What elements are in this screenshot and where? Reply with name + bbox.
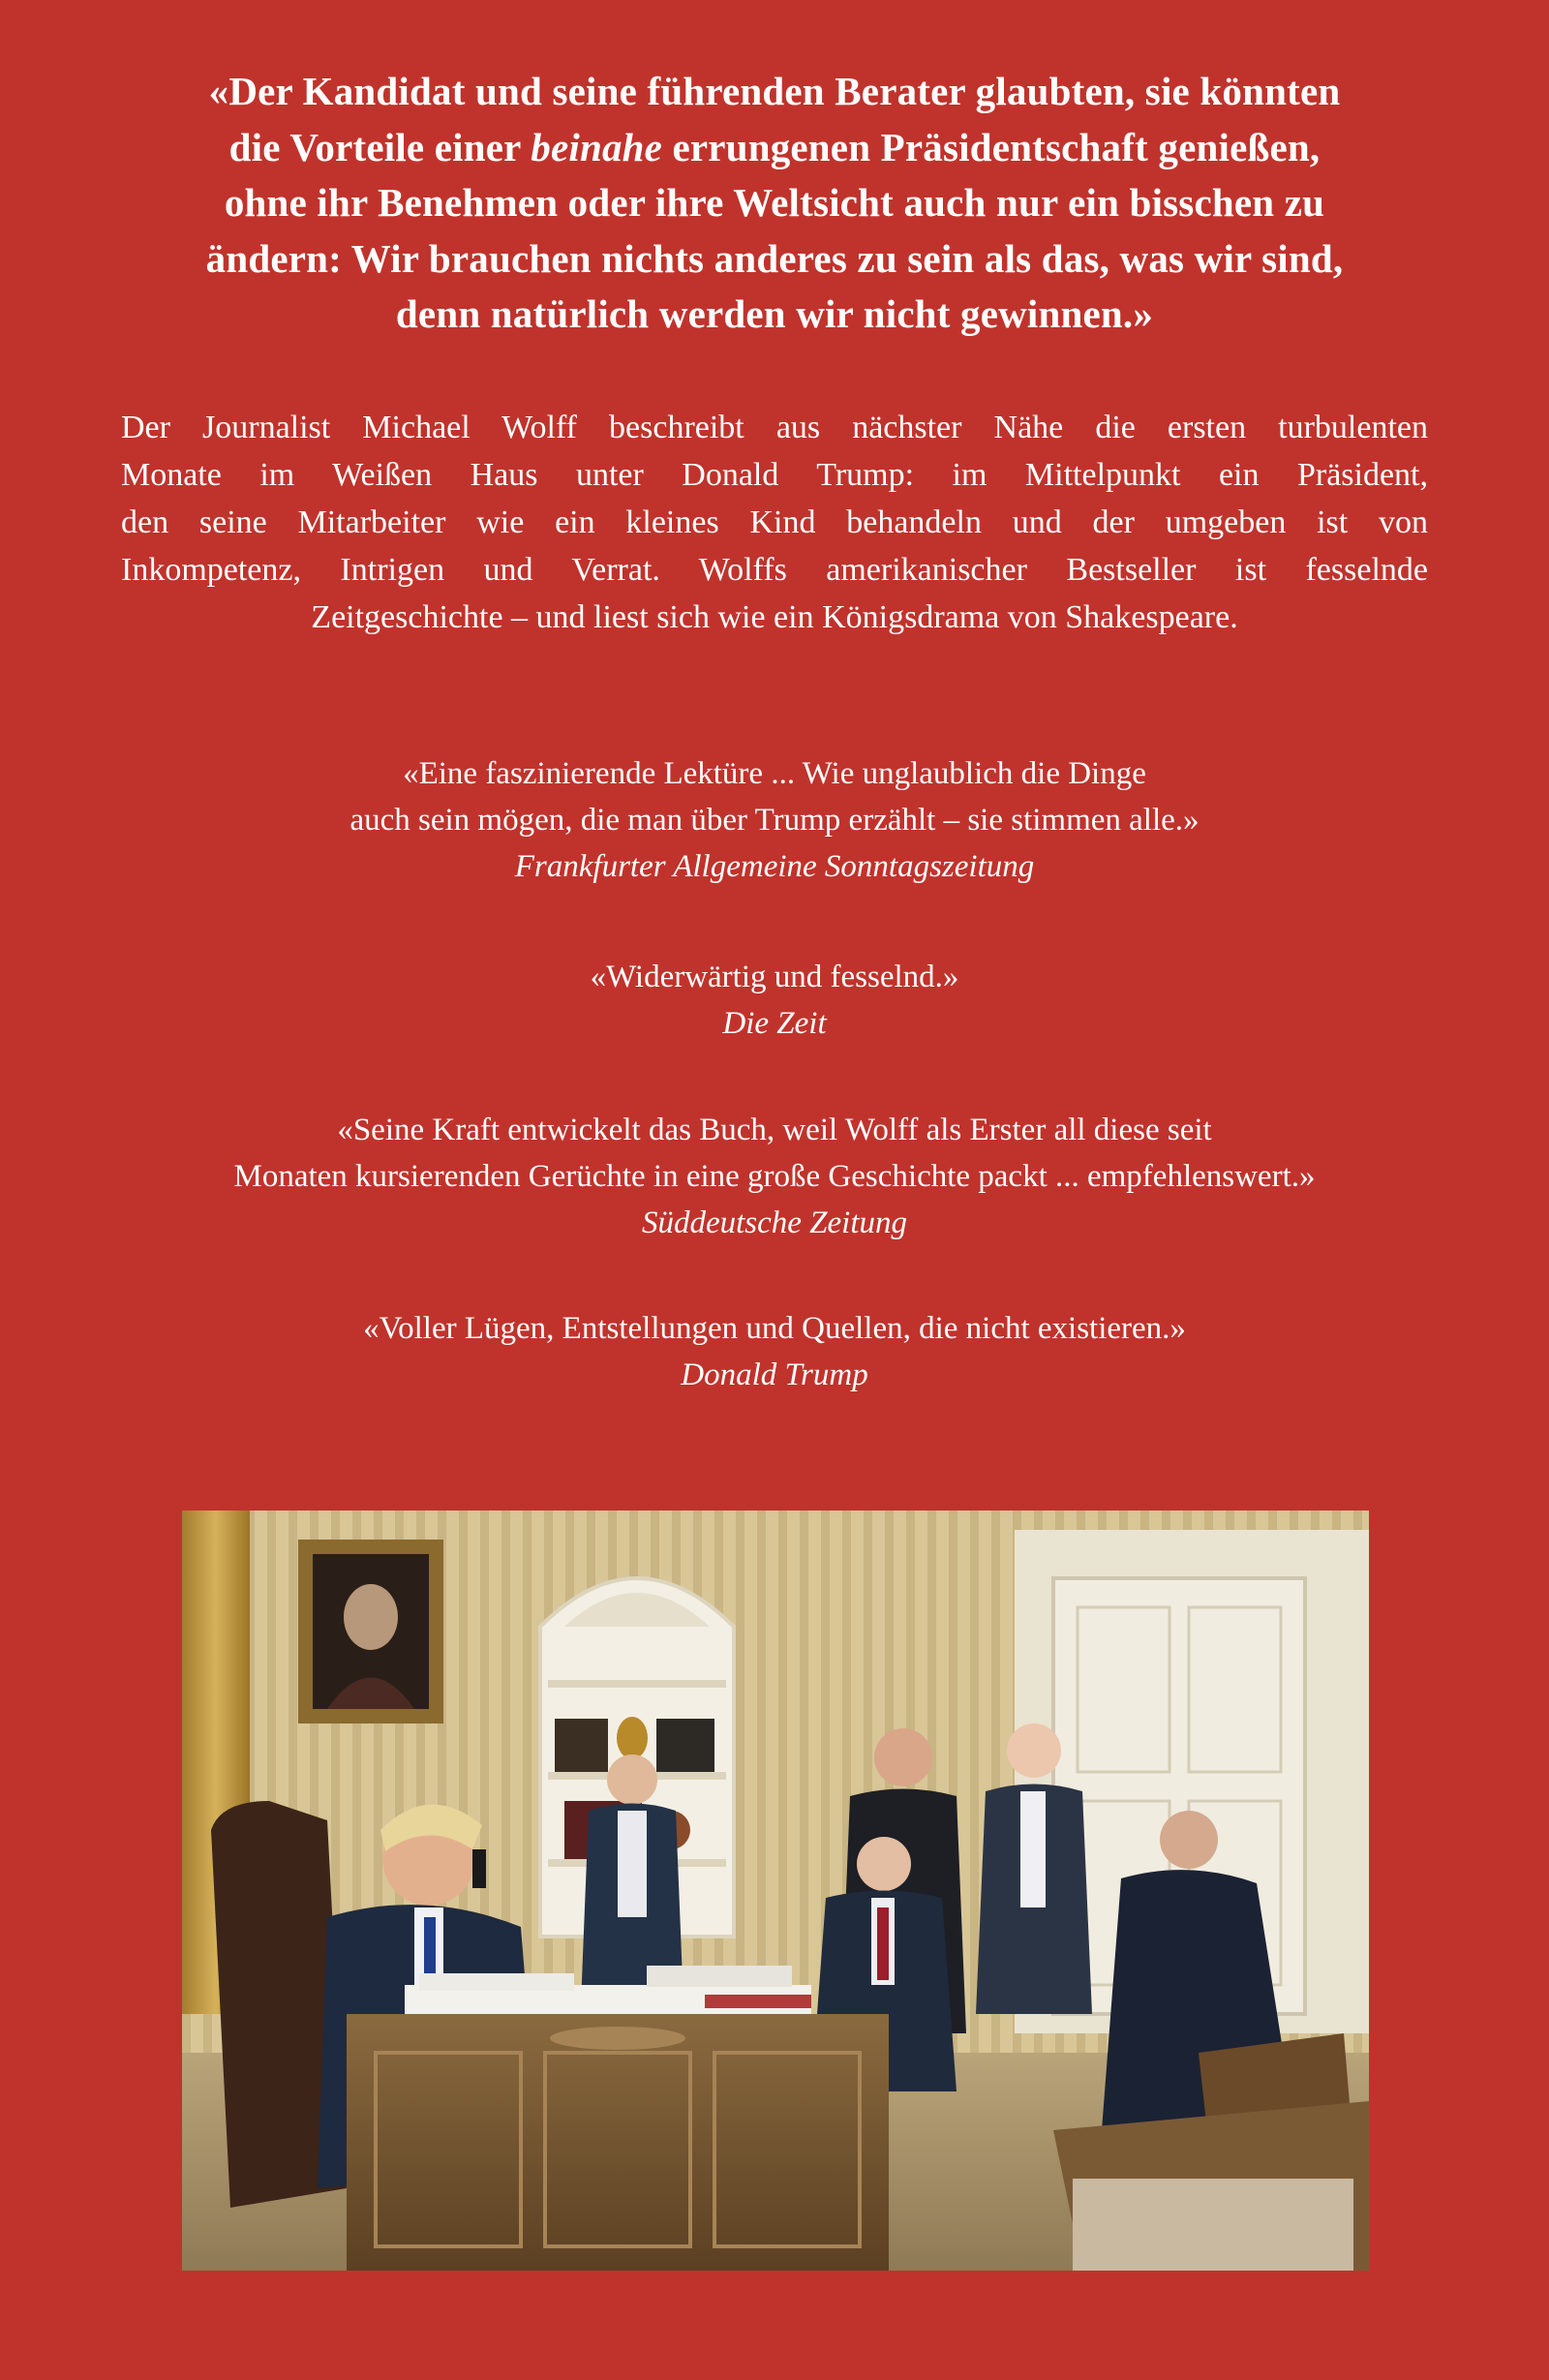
blurb-line: Zeitgeschichte – und liest sich wie ein Königsdrama von Shakespeare. — [311, 599, 1238, 635]
oval-office-photo — [182, 1510, 1369, 2271]
lead-quote-text: die Vorteile einer — [228, 124, 532, 169]
review-faz — [0, 750, 1549, 890]
review-trump — [0, 1305, 1549, 1398]
review-source: Die Zeit — [722, 1006, 827, 1041]
review-quote-line: «Voller Lügen, Entstellungen und Quellen, die nicht existieren.» — [363, 1311, 1186, 1346]
review-quote-line: «Widerwärtig und fesselnd.» — [590, 960, 959, 994]
lead-quote-line: ohne ihr Benehmen oder ihre Weltsicht auch nur ein bisschen zu — [224, 180, 1325, 225]
blurb-line: Der Journalist Michael Wolff beschreibt aus nächster Nähe die ersten turbulenten — [121, 410, 1428, 445]
review-source: Frankfurter Allgemeine Sonntagszeitung — [514, 849, 1035, 884]
lead-quote-line: ändern: Wir brauchen nichts anderes zu sein als das, was wir sind, — [205, 235, 1344, 281]
blurb-line: Inkompetenz, Intrigen und Verrat. Wolffs amerikanischer Bestseller ist fesselnde — [121, 552, 1428, 588]
lead-quote-line: denn natürlich werden wir nicht gewinnen.» — [395, 291, 1154, 336]
lead-quote — [97, 64, 1452, 343]
review-sz — [0, 1107, 1549, 1246]
lead-quote-line: «Der Kandidat und seine führenden Berater glaubten, sie könnten — [208, 69, 1341, 113]
review-zeit — [0, 954, 1549, 1047]
review-quote-line: auch sein mögen, die man über Trump erzählt – sie stimmen alle.» — [349, 803, 1200, 838]
review-quote-line: «Seine Kraft entwickelt das Buch, weil Wolff als Erster all diese seit — [337, 1113, 1212, 1147]
review-source: Süddeutsche Zeitung — [641, 1205, 908, 1240]
review-quote-line: Monaten kursierenden Gerüchte in eine große Geschichte packt ... empfehlenswert.» — [233, 1159, 1316, 1194]
lead-quote-line — [97, 120, 1452, 176]
review-quote-line: «Eine faszinierende Lektüre ... Wie unglaublich die Dinge — [403, 756, 1146, 791]
blurb-line: den seine Mitarbeiter wie ein kleines Kind behandeln und der umgeben ist von — [121, 504, 1428, 540]
review-source: Donald Trump — [681, 1358, 868, 1392]
lead-quote-emphasis: beinahe — [531, 124, 663, 169]
book-blurb — [121, 404, 1428, 641]
blurb-line: Monate im Weißen Haus unter Donald Trump: im Mittelpunkt ein Präsident, — [121, 457, 1428, 493]
lead-quote-text: errungenen Präsidentschaft genießen, — [662, 124, 1321, 169]
